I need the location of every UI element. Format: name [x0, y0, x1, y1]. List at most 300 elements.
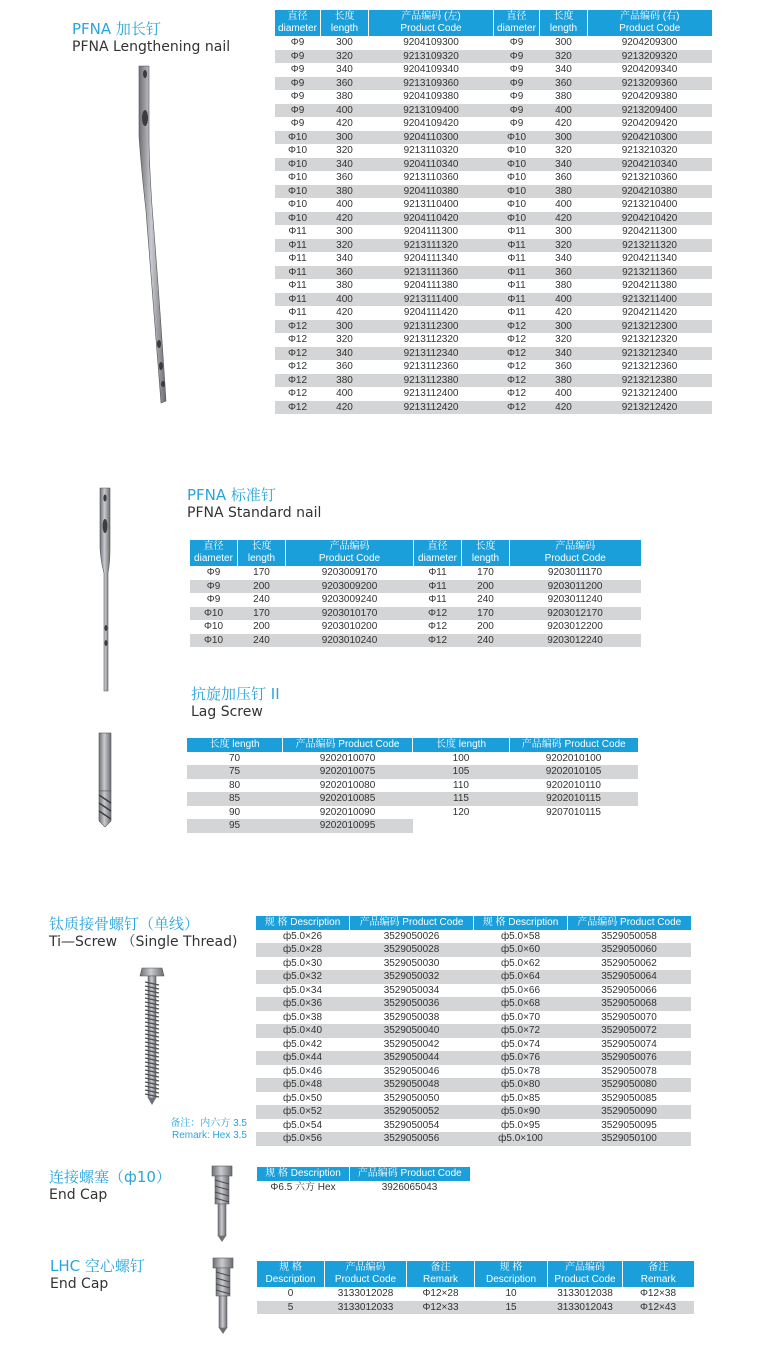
table-cell: 9213209360: [588, 77, 712, 91]
column-header-line: length: [330, 23, 359, 34]
column-header-line: 直径: [427, 541, 448, 552]
table-cell: 9213210320: [588, 144, 712, 158]
table-cell: Φ9: [190, 593, 238, 607]
table-cell: 0: [257, 1287, 325, 1301]
table-cell: 9203011170: [510, 566, 641, 580]
table-cell: Φ10: [494, 131, 540, 145]
table-cell: 170: [238, 566, 286, 580]
column-header: [407, 1261, 475, 1287]
table-cell: ф5.0×48: [256, 1078, 350, 1092]
table-cell: Φ10: [275, 212, 321, 226]
table-cell: 200: [462, 620, 510, 634]
table-cell: 10: [475, 1287, 548, 1301]
column-header: [475, 1261, 548, 1287]
table-cell: 3926065043: [350, 1181, 470, 1195]
table-row: [275, 171, 712, 185]
table-row: [275, 333, 712, 347]
thread-line: [145, 1066, 159, 1069]
table-cell: 9213211400: [588, 293, 712, 307]
table-cell: 420: [540, 117, 588, 131]
table-cell: Φ11: [494, 293, 540, 307]
table-cell: Φ10: [494, 144, 540, 158]
table-cell: 380: [540, 279, 588, 293]
column-header: 产品编码 Product Code: [568, 916, 691, 930]
table-cell: 170: [238, 607, 286, 621]
table-cell: 9213110320: [369, 144, 494, 158]
table-row: [275, 198, 712, 212]
table-cell: 105: [413, 765, 510, 779]
column-header: 产品编码 Product Code: [283, 738, 413, 752]
thread-line: [145, 1002, 159, 1005]
table-cell: 240: [462, 593, 510, 607]
table-row: [256, 1078, 691, 1092]
table-header-row: [257, 1261, 694, 1287]
table-row: [187, 752, 638, 766]
column-header-line: diameter: [278, 23, 317, 34]
table-cell: 3529050042: [350, 1038, 474, 1052]
thread-line: [145, 1062, 159, 1065]
table-cell: 3133012038: [548, 1287, 623, 1301]
table-row: [190, 620, 641, 634]
thread-line: [145, 990, 159, 993]
table-cell: Φ11: [494, 266, 540, 280]
table-cell: 3529050078: [568, 1065, 691, 1079]
thread-line: [145, 1022, 159, 1025]
table-cell: 9213110360: [369, 171, 494, 185]
table-cell: 9204210340: [588, 158, 712, 172]
table-cell: Φ9: [494, 50, 540, 64]
table-cell: 9203010240: [286, 634, 414, 648]
table-cell: 5: [257, 1301, 325, 1315]
table-cell: ф5.0×78: [474, 1065, 568, 1079]
table-cell: 200: [462, 580, 510, 594]
table-cell: 9213212400: [588, 387, 712, 401]
table-cell: Φ9: [275, 77, 321, 91]
table-cell: ф5.0×70: [474, 1011, 568, 1025]
table-row: [275, 360, 712, 374]
table-row: [275, 131, 712, 145]
table-cell: Φ11: [414, 593, 462, 607]
thread-line: [145, 986, 159, 989]
table-cell: Φ12: [275, 333, 321, 347]
table-cell: 3529050028: [350, 943, 474, 957]
table-cell: 3529050100: [568, 1132, 691, 1146]
table-cell: 360: [540, 266, 588, 280]
table-cell: 3529050064: [568, 970, 691, 984]
table-cell: 240: [462, 634, 510, 648]
table-cell: ф5.0×42: [256, 1038, 350, 1052]
column-header-line: 直径: [287, 11, 308, 22]
ti-screw-note-cn: 备注：内六方 3.5: [170, 1118, 247, 1129]
table-cell: Φ10: [494, 171, 540, 185]
table-cell: 300: [540, 36, 588, 50]
table-cell: ф5.0×28: [256, 943, 350, 957]
table-cell: 9202010100: [510, 752, 638, 766]
column-header-line: 长度: [475, 541, 496, 552]
column-header-line: 直径: [506, 11, 527, 22]
table-cell: 9202010095: [283, 819, 413, 833]
thread-line: [145, 1050, 159, 1053]
table-row: [275, 374, 712, 388]
table-cell: Φ9: [275, 36, 321, 50]
thread-line: [145, 1006, 159, 1009]
table-row: [190, 580, 641, 594]
table-row: [275, 225, 712, 239]
table-cell: 320: [540, 333, 588, 347]
thread-line: [145, 982, 159, 985]
table-cell: 420: [321, 212, 369, 226]
column-header-line: 长度: [553, 11, 574, 22]
table-cell: 9202010070: [283, 752, 413, 766]
table-cell: 3529050058: [568, 930, 691, 944]
table-cell: 9213212420: [588, 401, 712, 415]
table-cell: Φ11: [275, 225, 321, 239]
thread-line: [145, 1094, 159, 1097]
column-header: 产品编码 Product Code: [510, 738, 638, 752]
thread-line: [145, 1090, 159, 1093]
table-cell: Φ9: [494, 36, 540, 50]
column-header-line: 规 格: [499, 1262, 523, 1273]
table-cell: 400: [540, 293, 588, 307]
column-header: [414, 540, 462, 566]
table-cell: 3529050046: [350, 1065, 474, 1079]
pfna-standard-nail-image: [98, 488, 118, 693]
table-cell: 170: [462, 566, 510, 580]
table-cell: Φ12×33: [407, 1301, 475, 1315]
end-cap-title-en: End Cap: [49, 1187, 108, 1203]
table-cell: 3529050062: [568, 957, 691, 971]
table-cell: 9213209400: [588, 104, 712, 118]
table-cell: ф5.0×85: [474, 1092, 568, 1106]
thread-line: [145, 998, 159, 1001]
table-row: [256, 1024, 691, 1038]
table-row: [275, 239, 712, 253]
table-cell: 9213210400: [588, 198, 712, 212]
table-cell: 400: [540, 198, 588, 212]
column-header-line: diameter: [194, 553, 233, 564]
table-cell: Φ11: [494, 279, 540, 293]
pfna-long-nail-image: [130, 66, 180, 406]
column-header: 规 格 Description: [474, 916, 568, 930]
thread-line: [145, 1070, 159, 1073]
table-cell: 9204111340: [369, 252, 494, 266]
table-cell: 400: [321, 387, 369, 401]
table-cell: 9203012240: [510, 634, 641, 648]
lhc-title-cn: LHC 空心螺钉: [50, 1257, 145, 1275]
table-cell: 3529050095: [568, 1119, 691, 1133]
table-cell: 9204111420: [369, 306, 494, 320]
table-cell: Φ10: [275, 131, 321, 145]
table-cell: ф5.0×38: [256, 1011, 350, 1025]
table-cell: Φ10: [190, 607, 238, 621]
table-cell: Φ11: [275, 239, 321, 253]
table-cell: 300: [321, 320, 369, 334]
table-header-row: [275, 10, 712, 36]
table-cell: ф5.0×80: [474, 1078, 568, 1092]
table-cell: 9213211320: [588, 239, 712, 253]
table-cell: 9204209300: [588, 36, 712, 50]
table-cell: 9213111360: [369, 266, 494, 280]
column-header-line: length: [247, 553, 276, 564]
table-cell: 420: [540, 401, 588, 415]
column-header-line: 产品编码: [329, 541, 370, 552]
table-cell: 380: [540, 90, 588, 104]
table-cell: 9204109340: [369, 63, 494, 77]
column-header-line: 直径: [203, 541, 224, 552]
table-cell: Φ11: [494, 252, 540, 266]
table-cell: 9213212380: [588, 374, 712, 388]
column-header-line: Product Code: [544, 553, 606, 564]
table-row: [256, 957, 691, 971]
table-cell: 9204109420: [369, 117, 494, 131]
table-row: [187, 819, 638, 833]
table-cell: 380: [321, 374, 369, 388]
table-cell: 360: [540, 77, 588, 91]
table-cell: Φ9: [494, 90, 540, 104]
table-cell: Φ9: [275, 90, 321, 104]
column-header: [494, 10, 540, 36]
table-cell: 3133012033: [325, 1301, 407, 1315]
table-cell: 320: [321, 50, 369, 64]
column-header: [540, 10, 588, 36]
table-cell: ф5.0×50: [256, 1092, 350, 1106]
table-cell: Φ12: [494, 387, 540, 401]
column-header: [369, 10, 494, 36]
table-cell: Φ10: [190, 634, 238, 648]
table-cell: 9204109380: [369, 90, 494, 104]
thread-line: [145, 1058, 159, 1061]
column-header: [510, 540, 641, 566]
table-cell: 360: [321, 266, 369, 280]
table-row: [256, 970, 691, 984]
table-cell: 3529050072: [568, 1024, 691, 1038]
table-cell: Φ12: [275, 401, 321, 415]
table-row: [256, 1132, 691, 1146]
table-cell: 400: [321, 198, 369, 212]
column-header: [286, 540, 414, 566]
table-cell: 90: [187, 806, 283, 820]
end-cap-title-cn: 连接螺塞（ф10）: [49, 1168, 171, 1186]
table-cell: 9213112300: [369, 320, 494, 334]
table-cell: ф5.0×58: [474, 930, 568, 944]
table-cell: 9204110300: [369, 131, 494, 145]
thread-line: [145, 1042, 159, 1045]
column-header-line: 长度: [334, 11, 355, 22]
lhc-screw-image: [210, 1258, 240, 1336]
table-cell: 3529050056: [350, 1132, 474, 1146]
table-cell: Φ10: [494, 158, 540, 172]
thread-line: [145, 1010, 159, 1013]
table-cell: 380: [321, 90, 369, 104]
table-cell: ф5.0×56: [256, 1132, 350, 1146]
table-cell: 9204210300: [588, 131, 712, 145]
table-cell: Φ12: [494, 360, 540, 374]
thread-line: [145, 1014, 159, 1017]
column-header-line: Product Code: [619, 23, 681, 34]
table-cell: Φ11: [494, 239, 540, 253]
table-cell: Φ9: [494, 104, 540, 118]
thread-line: [145, 1046, 159, 1049]
column-header-line: Description: [485, 1274, 537, 1285]
table-cell: ф5.0×36: [256, 997, 350, 1011]
table-cell: 3529050052: [350, 1105, 474, 1119]
column-header-line: diameter: [497, 23, 536, 34]
table-cell: 360: [321, 360, 369, 374]
table-cell: 9213109400: [369, 104, 494, 118]
table-cell: 9213112360: [369, 360, 494, 374]
table-cell: 9204111380: [369, 279, 494, 293]
table-cell: 360: [321, 171, 369, 185]
table-cell: 3529050040: [350, 1024, 474, 1038]
table-cell: 300: [321, 131, 369, 145]
table-cell: 320: [321, 144, 369, 158]
table-cell: ф5.0×30: [256, 957, 350, 971]
table-cell: Φ11: [275, 279, 321, 293]
table-header-row: [187, 738, 638, 752]
table-cell: ф5.0×40: [256, 1024, 350, 1038]
thread-line: [145, 1074, 159, 1077]
table-cell: 95: [187, 819, 283, 833]
column-header-line: length: [471, 553, 500, 564]
pfna-std-section: [187, 486, 321, 522]
table-cell: 3529050074: [568, 1038, 691, 1052]
table-cell: 3529050038: [350, 1011, 474, 1025]
table-cell: 9204209380: [588, 90, 712, 104]
table-cell: Φ9: [275, 117, 321, 131]
table-cell: ф5.0×64: [474, 970, 568, 984]
table-row: [256, 1065, 691, 1079]
lag-screw-section: [191, 685, 280, 721]
table-cell: 9204211300: [588, 225, 712, 239]
table-cell: 240: [238, 593, 286, 607]
table-cell: 320: [540, 50, 588, 64]
table-cell: 380: [540, 374, 588, 388]
table-cell: 340: [321, 158, 369, 172]
table-header-row: [256, 916, 691, 930]
column-header-line: 产品编码: [345, 1262, 386, 1273]
table-cell: 9203009240: [286, 593, 414, 607]
table-cell: Φ12: [275, 347, 321, 361]
table-row: [275, 158, 712, 172]
table-row: [190, 566, 641, 580]
table-cell: 400: [540, 387, 588, 401]
column-header: [238, 540, 286, 566]
table-cell: 9213109360: [369, 77, 494, 91]
table-cell: 420: [540, 306, 588, 320]
column-header: 长度 length: [187, 738, 283, 752]
table-cell: 3529050034: [350, 984, 474, 998]
table-cell: Φ10: [494, 185, 540, 199]
column-header: 产品编码 Product Code: [350, 1167, 470, 1181]
table-row: [275, 212, 712, 226]
end-cap-section: [49, 1168, 171, 1204]
table-cell: 380: [321, 185, 369, 199]
table-cell: Φ12: [414, 607, 462, 621]
table-cell: ф5.0×44: [256, 1051, 350, 1065]
thread-line: [145, 1082, 159, 1085]
table-cell: 3529050030: [350, 957, 474, 971]
table-cell: 9213112340: [369, 347, 494, 361]
table-cell: Φ12: [275, 360, 321, 374]
lhc-section: [50, 1257, 145, 1293]
table-cell: ф5.0×54: [256, 1119, 350, 1133]
table-row: [275, 252, 712, 266]
table-cell: 320: [321, 239, 369, 253]
table-cell: Φ11: [414, 566, 462, 580]
table-cell: 170: [462, 607, 510, 621]
table-cell: 340: [540, 347, 588, 361]
thread-line: [145, 1054, 159, 1057]
table-row: [256, 1038, 691, 1052]
table-row: [256, 984, 691, 998]
table-cell: Φ12: [494, 401, 540, 415]
table-cell: 3529050048: [350, 1078, 474, 1092]
ti-screw-note: [155, 1118, 247, 1142]
column-header-line: 规 格: [279, 1262, 302, 1273]
table-cell: 9213212360: [588, 360, 712, 374]
thread-line: [145, 1038, 159, 1041]
table-cell: 3529050085: [568, 1092, 691, 1106]
column-header: 规 格 Description: [257, 1167, 350, 1181]
table-cell: 340: [540, 63, 588, 77]
table-cell: Φ6.5 六方 Hex: [257, 1181, 350, 1195]
table-cell: 9213111400: [369, 293, 494, 307]
table-row: [256, 1119, 691, 1133]
ti-screw-title-en: Ti—Screw （Single Thread): [49, 934, 238, 950]
column-header-line: Product Code: [318, 553, 381, 564]
table-header-row: [257, 1167, 470, 1181]
table-row: [275, 63, 712, 77]
table-cell: ф5.0×76: [474, 1051, 568, 1065]
table-cell: [413, 819, 510, 833]
table-cell: 400: [321, 293, 369, 307]
table-row: [275, 401, 712, 415]
table-row: [256, 1105, 691, 1119]
table-cell: 320: [321, 333, 369, 347]
table-cell: 340: [540, 158, 588, 172]
lag-screw-table: [186, 738, 638, 833]
ti-screw-note-en: Remark: Hex 3.5: [171, 1130, 247, 1141]
table-cell: 9213112400: [369, 387, 494, 401]
table-cell: Φ9: [494, 77, 540, 91]
table-cell: 3529050066: [568, 984, 691, 998]
column-header-line: 备注: [430, 1262, 451, 1273]
table-row: [275, 50, 712, 64]
table-cell: 9204209340: [588, 63, 712, 77]
table-cell: 9203009170: [286, 566, 414, 580]
table-cell: Φ10: [494, 198, 540, 212]
table-cell: 9213212320: [588, 333, 712, 347]
column-header: [257, 1261, 325, 1287]
table-row: [275, 387, 712, 401]
table-cell: 9204210380: [588, 185, 712, 199]
column-header: 产品编码 Product Code: [350, 916, 474, 930]
table-cell: 9207010115: [510, 806, 638, 820]
table-cell: 9213109320: [369, 50, 494, 64]
table-cell: 9213110400: [369, 198, 494, 212]
table-cell: Φ12: [494, 347, 540, 361]
column-header-line: 产品编码: [555, 541, 596, 552]
table-cell: ф5.0×34: [256, 984, 350, 998]
table-cell: 420: [321, 306, 369, 320]
table-cell: Φ12: [275, 320, 321, 334]
table-row: [256, 930, 691, 944]
thread-line: [145, 1030, 159, 1033]
table-cell: ф5.0×52: [256, 1105, 350, 1119]
table-row: [256, 1051, 691, 1065]
column-header-line: Product Code: [554, 1274, 616, 1285]
table-cell: ф5.0×32: [256, 970, 350, 984]
